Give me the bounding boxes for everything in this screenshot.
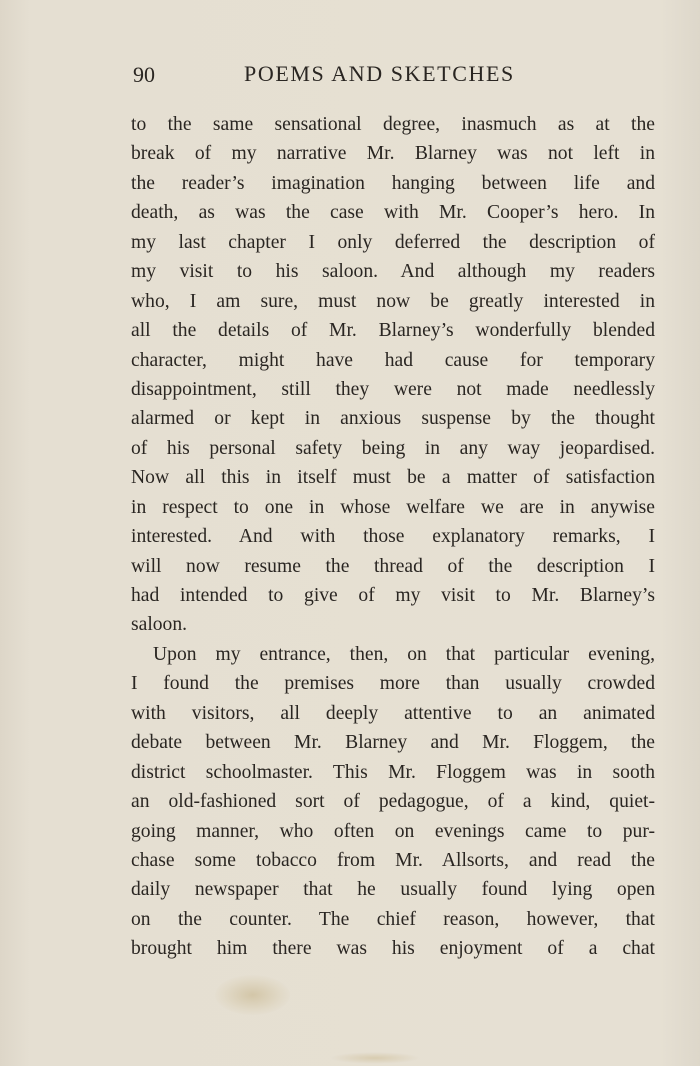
- running-title: POEMS AND SKETCHES: [244, 61, 515, 86]
- text-line: character, might have had cause for temporary: [131, 349, 655, 371]
- text-line: on the counter. The chief reason, however, that: [131, 908, 655, 930]
- text-line: will now resume the thread of the description I: [131, 555, 655, 577]
- text-line: alarmed or kept in anxious suspense by the thought: [131, 408, 655, 430]
- text-line: daily newspaper that he usually found lying open: [131, 879, 655, 901]
- text-line: who, I am sure, must now be greatly interested in: [131, 290, 655, 312]
- text-line: an old-fashioned sort of pedagogue, of a kind, quiet-: [131, 791, 655, 813]
- page-stain: [215, 975, 290, 1015]
- page-stain: [330, 1052, 420, 1064]
- page-number: 90: [133, 62, 155, 87]
- text-line: to the same sensational degree, inasmuch as at the: [131, 114, 655, 135]
- text-line: death, as was the case with Mr. Cooper’s hero. In: [131, 202, 655, 224]
- text-line: disappointment, still they were not made needlessly: [131, 378, 655, 400]
- text-line: my last chapter I only deferred the description of: [131, 231, 655, 253]
- text-line: brought him there was his enjoyment of a chat: [131, 938, 655, 960]
- text-line: Upon my entrance, then, on that particular evening,: [153, 643, 655, 665]
- text-line: interested. And with those explanatory remarks, I: [131, 526, 655, 548]
- text-line: debate between Mr. Blarney and Mr. Floggem, the: [131, 732, 655, 754]
- text-line: district schoolmaster. This Mr. Floggem was in sooth: [131, 761, 655, 783]
- text-line: chase some tobacco from Mr. Allsorts, and read the: [131, 849, 655, 871]
- text-line: Now all this in itself must be a matter of satisfaction: [131, 467, 655, 489]
- text-line: the reader’s imagination hanging between life and: [131, 172, 655, 194]
- text-line: of his personal safety being in any way jeopardised.: [131, 437, 655, 459]
- text-line: my visit to his saloon. And although my readers: [131, 261, 655, 283]
- text-line: with visitors, all deeply attentive to an animated: [131, 702, 655, 724]
- text-line: all the details of Mr. Blarney’s wonderfully blended: [131, 320, 655, 342]
- text-line: I found the premises more than usually crowded: [131, 673, 655, 695]
- text-line: in respect to one in whose welfare we are in anywise: [131, 496, 655, 518]
- text-line: saloon.: [131, 614, 188, 636]
- text-line: had intended to give of my visit to Mr. Blarney’s: [131, 585, 655, 606]
- text-line: going manner, who often on evenings came to pur-: [131, 820, 655, 842]
- body-text: [131, 110, 655, 964]
- text-line: break of my narrative Mr. Blarney was not left in: [131, 143, 655, 165]
